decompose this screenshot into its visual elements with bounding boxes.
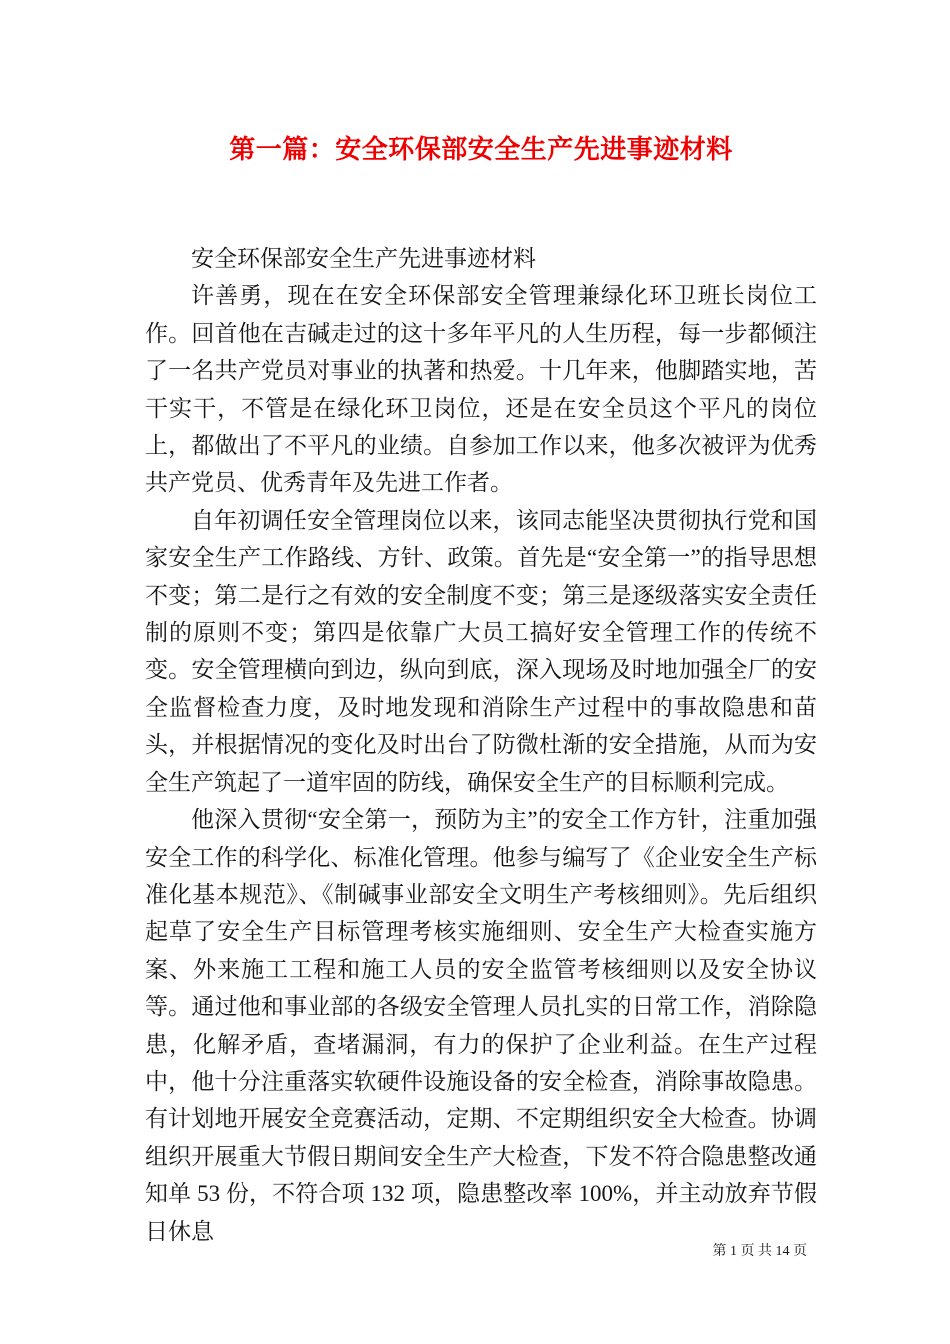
paragraph: 许善勇，现在在安全环保部安全管理兼绿化环卫班长岗位工作。回首他在吉碱走过的这十多年平凡的人生历程，每一步都倾注了一名共产党员对事业的执著和热爱。十几年来，他脚踏实地，苦干实干，不管是在绿化环卫岗位，还是在安全员这个平凡的岗位上，都做出了不平凡的业绩。自参加工作以来，他多次被评为优秀共产党员、优秀青年及先进工作者。 xyxy=(145,283,817,496)
paragraph-subheading: 安全环保部安全生产先进事迹材料 xyxy=(191,246,536,271)
page-number-footer: 第 1 页 共 14 页 xyxy=(712,1244,807,1259)
document-title: 第一篇：安全环保部安全生产先进事迹材料 xyxy=(229,135,733,164)
paragraph: 他深入贯彻“安全第一，预防为主”的安全工作方针，注重加强安全工作的科学化、标准化管理。他参与编写了《企业安全生产标准化基本规范》、《制碱事业部安全文明生产考核细则》。先后组织起草了安全生产目标管理考核实施细则、安全生产大检查实施方案、外来施工工程和施工人员的安全监管考核细则以及安全协议等。通过他和事业部的各级安全管理人员扎实的日常工作，消除隐患，化解矛盾，查堵漏洞，有力的保护了企业利益。在生产过程中，他十分注重落实软硬件设施设备的安全检查，消除事故隐患。有计划地开展安全竞赛活动，定期、不定期组织安全大检查。协调组织开展重大节假日期间安全生产大检查，下发不符合隐患整改通知单 53 份，不符合项 132 项，隐患整改率 100%，并主动放弃节假日休息 xyxy=(145,807,817,1244)
paragraph: 自年初调任安全管理岗位以来，该同志能坚决贯彻执行党和国家安全生产工作路线、方针、政策。首先是“安全第一”的指导思想不变；第二是行之有效的安全制度不变；第三是逐级落实安全责任制的原则不变；第四是依靠广大员工搞好安全管理工作的传统不变。安全管理横向到边，纵向到底，深入现场及时地加强全厂的安全监督检查力度，及时地发现和消除生产过程中的事故隐患和苗头，并根据情况的变化及时出台了防微杜渐的安全措施，从而为安全生产筑起了一道牢固的防线，确保安全生产的目标顺利完成。 xyxy=(145,507,817,795)
document-body xyxy=(145,240,817,1250)
